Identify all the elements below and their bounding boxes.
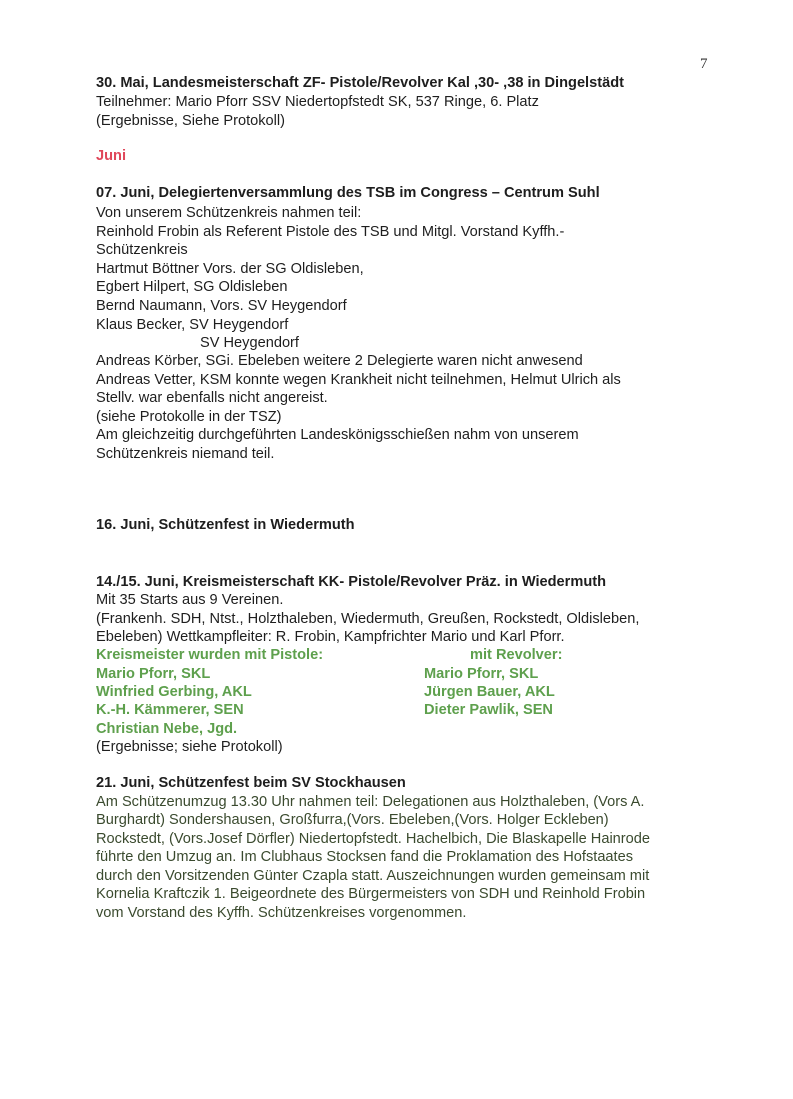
section-heading-june14: 14./15. Juni, Kreismeisterschaft KK- Pistole/Revolver Präz. in Wiedermuth [96, 574, 607, 590]
paragraph-line: Von unserem Schützenkreis nahmen teil: [96, 205, 362, 221]
paragraph-line: Klaus Becker, SV Heygendorf [96, 317, 289, 333]
paragraph-line: Am Schützenumzug 13.30 Uhr nahmen teil: Delegationen aus Holzthaleben, (Vors A. [96, 794, 645, 810]
paragraph-line: Egbert Hilpert, SG Oldisleben [96, 279, 288, 295]
revolver-winner: Jürgen Bauer, AKL [424, 684, 555, 700]
pistol-winner: Mario Pforr, SKL [96, 666, 211, 682]
paragraph-line: Reinhold Frobin als Referent Pistole des TSB und Mitgl. Vorstand Kyffh.- [96, 224, 565, 240]
section-heading-june21: 21. Juni, Schützenfest beim SV Stockhausen [96, 775, 406, 791]
paragraph-line: Teilnehmer: Mario Pforr SSV Niedertopfstedt SK, 537 Ringe, 6. Platz [96, 94, 539, 110]
month-heading: Juni [96, 148, 126, 164]
paragraph-line: Rockstedt, (Vors.Josef Dörfler) Niedertopfstedt. Hachelbich, Die Blaskapelle Hainrode [96, 831, 651, 847]
paragraph-line: SV Heygendorf [200, 335, 299, 351]
pistol-winners-heading: Kreismeister wurden mit Pistole: [96, 647, 324, 663]
paragraph-line: Am gleichzeitig durchgeführten Landeskönigsschießen nahm von unserem [96, 427, 579, 443]
section-heading-june07: 07. Juni, Delegiertenversammlung des TSB im Congress – Centrum Suhl [96, 185, 600, 201]
paragraph-line: Andreas Körber, SGi. Ebeleben weitere 2 Delegierte waren nicht anwesend [96, 353, 583, 369]
paragraph-line: Burghardt) Sondershausen, Großfurra,(Vors. Ebeleben,(Vors. Holger Eckleben) [96, 812, 609, 828]
revolver-winners-heading: mit Revolver: [470, 647, 563, 663]
paragraph-line: Hartmut Böttner Vors. der SG Oldisleben, [96, 261, 364, 277]
paragraph-line: (Ergebnisse; siehe Protokoll) [96, 739, 283, 755]
paragraph-line: vom Vorstand des Kyffh. Schützenkreises vorgenommen. [96, 905, 467, 921]
revolver-winner: Dieter Pawlik, SEN [424, 702, 553, 718]
revolver-winner: Mario Pforr, SKL [424, 666, 539, 682]
paragraph-line: Bernd Naumann, Vors. SV Heygendorf [96, 298, 347, 314]
paragraph-line: Ebeleben) Wettkampfleiter: R. Frobin, Kampfrichter Mario und Karl Pforr. [96, 629, 565, 645]
pistol-winner: Winfried Gerbing, AKL [96, 684, 252, 700]
section-heading-may30: 30. Mai, Landesmeisterschaft ZF- Pistole/Revolver Kal ,30- ,38 in Dingelstädt [96, 75, 624, 91]
paragraph-line: Andreas Vetter, KSM konnte wegen Krankheit nicht teilnehmen, Helmut Ulrich als [96, 372, 621, 388]
paragraph-line: (siehe Protokolle in der TSZ) [96, 409, 282, 425]
paragraph-line: führte den Umzug an. Im Clubhaus Stocksen fand die Proklamation des Hofstaates [96, 849, 634, 865]
page-number: 7 [700, 56, 708, 72]
paragraph-line: Mit 35 Starts aus 9 Vereinen. [96, 592, 284, 608]
paragraph-line: durch den Vorsitzenden Günter Czapla statt. Auszeichnungen wurden gemeinsam mit [96, 868, 650, 884]
paragraph-line: (Frankenh. SDH, Ntst., Holzthaleben, Wiedermuth, Greußen, Rockstedt, Oldisleben, [96, 611, 640, 627]
paragraph-line: (Ergebnisse, Siehe Protokoll) [96, 113, 285, 129]
paragraph-line: Stellv. war ebenfalls nicht angereist. [96, 390, 328, 406]
section-heading-june16: 16. Juni, Schützenfest in Wiedermuth [96, 517, 355, 533]
paragraph-line: Schützenkreis niemand teil. [96, 446, 275, 462]
paragraph-line: Kornelia Kraftczik 1. Beigeordnete des Bürgermeisters von SDH und Reinhold Frobin [96, 886, 646, 902]
pistol-winner: Christian Nebe, Jgd. [96, 721, 238, 737]
paragraph-line: Schützenkreis [96, 242, 188, 258]
pistol-winner: K.-H. Kämmerer, SEN [96, 702, 244, 718]
